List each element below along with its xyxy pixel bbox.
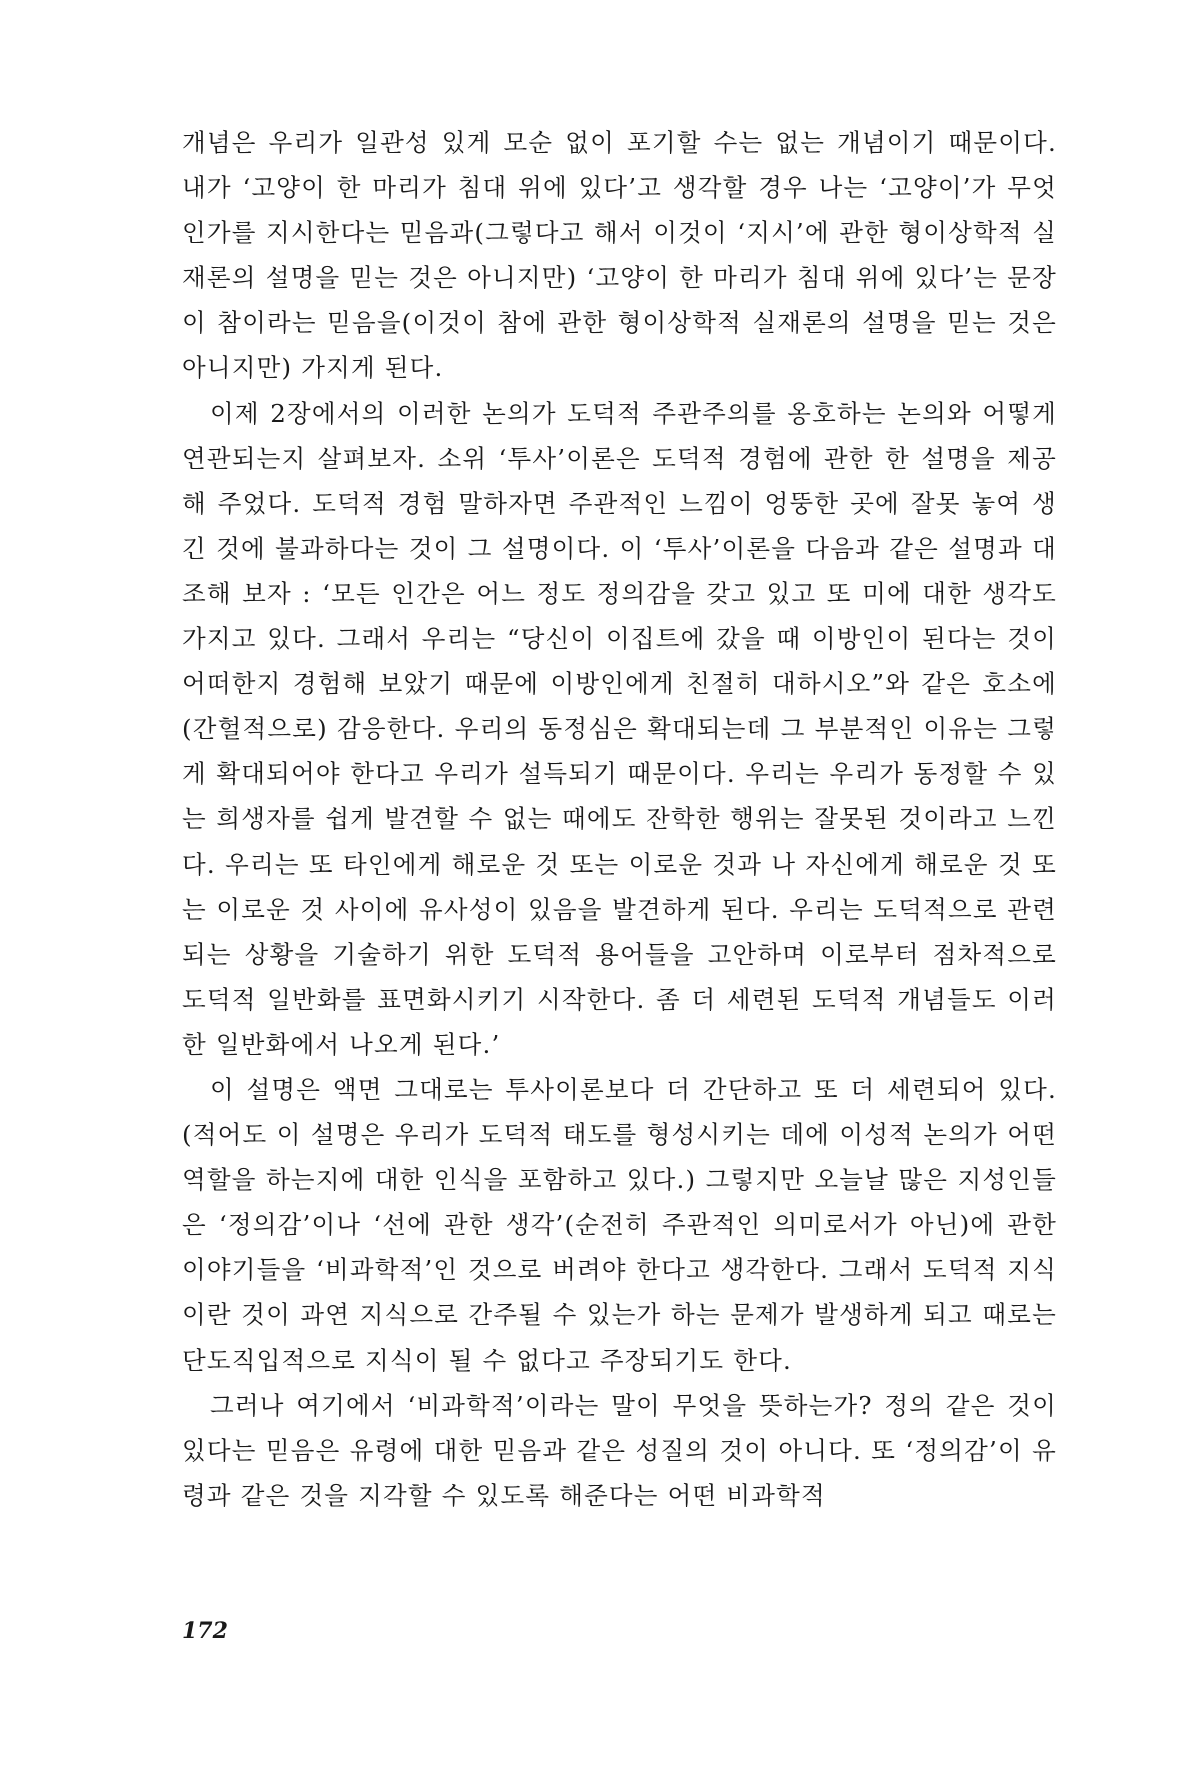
paragraph-4: 그러나 여기에서 ‘비과학적’이라는 말이 무엇을 뜻하는가? 정의 같은 것이 있다는 믿음은 유령에 대한 믿음과 같은 성질의 것이 아니다. 또 ‘정의감’이 유령과 같은 것을 지각할 수 있도록 해준다는 어떤 비과학적 bbox=[182, 1390, 1057, 1510]
paragraph-1: 개념은 우리가 일관성 있게 모순 없이 포기할 수는 없는 개념이기 때문이다. 내가 ‘고양이 한 마리가 침대 위에 있다’고 생각할 경우 나는 ‘고양이’가 무엇인가를 지시한다는 믿음과(그렇다고 해서 이것이 ‘지시’에 관한 형이상학적 실재론의 설명을 믿는 것은 아니지만) ‘고양이 한 마리가 침대 위에 있다’는 문장이 참이라는 믿음을(이것이 참에 관한 형이상학적 실재론의 설명을 믿는 것은 아니지만) 가지게 된다. bbox=[182, 128, 1057, 383]
page-number: 172 bbox=[182, 1618, 228, 1644]
paragraph-2: 이제 2장에서의 이러한 논의가 도덕적 주관주의를 옹호하는 논의와 어떻게 연관되는지 살펴보자. 소위 ‘투사’이론은 도덕적 경험에 관한 한 설명을 제공해 주었다. 도덕적 경험 말하자면 주관적인 느낌이 엉뚱한 곳에 잘못 놓여 생긴 것에 불과하다는 것이 그 설명이다. 이 ‘투사’이론을 다음과 같은 설명과 대조해 보자 : ‘모든 인간은 어느 정도 정의감을 갖고 있고 또 미에 대한 생각도 가지고 있다. 그래서 우리는 “당신이 이집트에 갔을 때 이방인이 된다는 것이 어떠한지 경험해 보았기 때문에 이방인에게 친절히 대하시오”와 같은 호소에 (간헐적으로) 감응한다. 우리의 동정심은 확대되는데 그 부분적인 이유는 그렇게 확대되어야 한다고 우리가 설득되기 때문이다. 우리는 우리가 동정할 수 있는 희생자를 쉽게 발견할 수 없는 때에도 잔학한 행위는 잘못된 것이라고 느낀다. 우리는 또 타인에게 해로운 것 또는 이로운 것과 나 자신에게 해로운 것 또는 이로운 것 사이에 유사성이 있음을 발견하게 된다. 우리는 도덕적으로 관련되는 상황을 기술하기 위한 도덕적 용어들을 고안하며 이로부터 점차적으로 도덕적 일반화를 표면화시키기 시작한다. 좀 더 세련된 도덕적 개념들도 이러한 일반화에서 나오게 된다.’ bbox=[182, 398, 1057, 1059]
paragraph-3: 이 설명은 액면 그대로는 투사이론보다 더 간단하고 또 더 세련되어 있다.(적어도 이 설명은 우리가 도덕적 태도를 형성시키는 데에 이성적 논의가 어떤 역할을 하는지에 대한 인식을 포함하고 있다.) 그렇지만 오늘날 많은 지성인들은 ‘정의감’이나 ‘선에 관한 생각’(순전히 주관적인 의미로서가 아닌)에 관한 이야기들을 ‘비과학적’인 것으로 버려야 한다고 생각한다. 그래서 도덕적 지식이란 것이 과연 지식으로 간주될 수 있는가 하는 문제가 발생하게 되고 때로는 단도직입적으로 지식이 될 수 없다고 주장되기도 한다. bbox=[182, 1074, 1057, 1375]
body-text bbox=[182, 120, 1057, 1518]
